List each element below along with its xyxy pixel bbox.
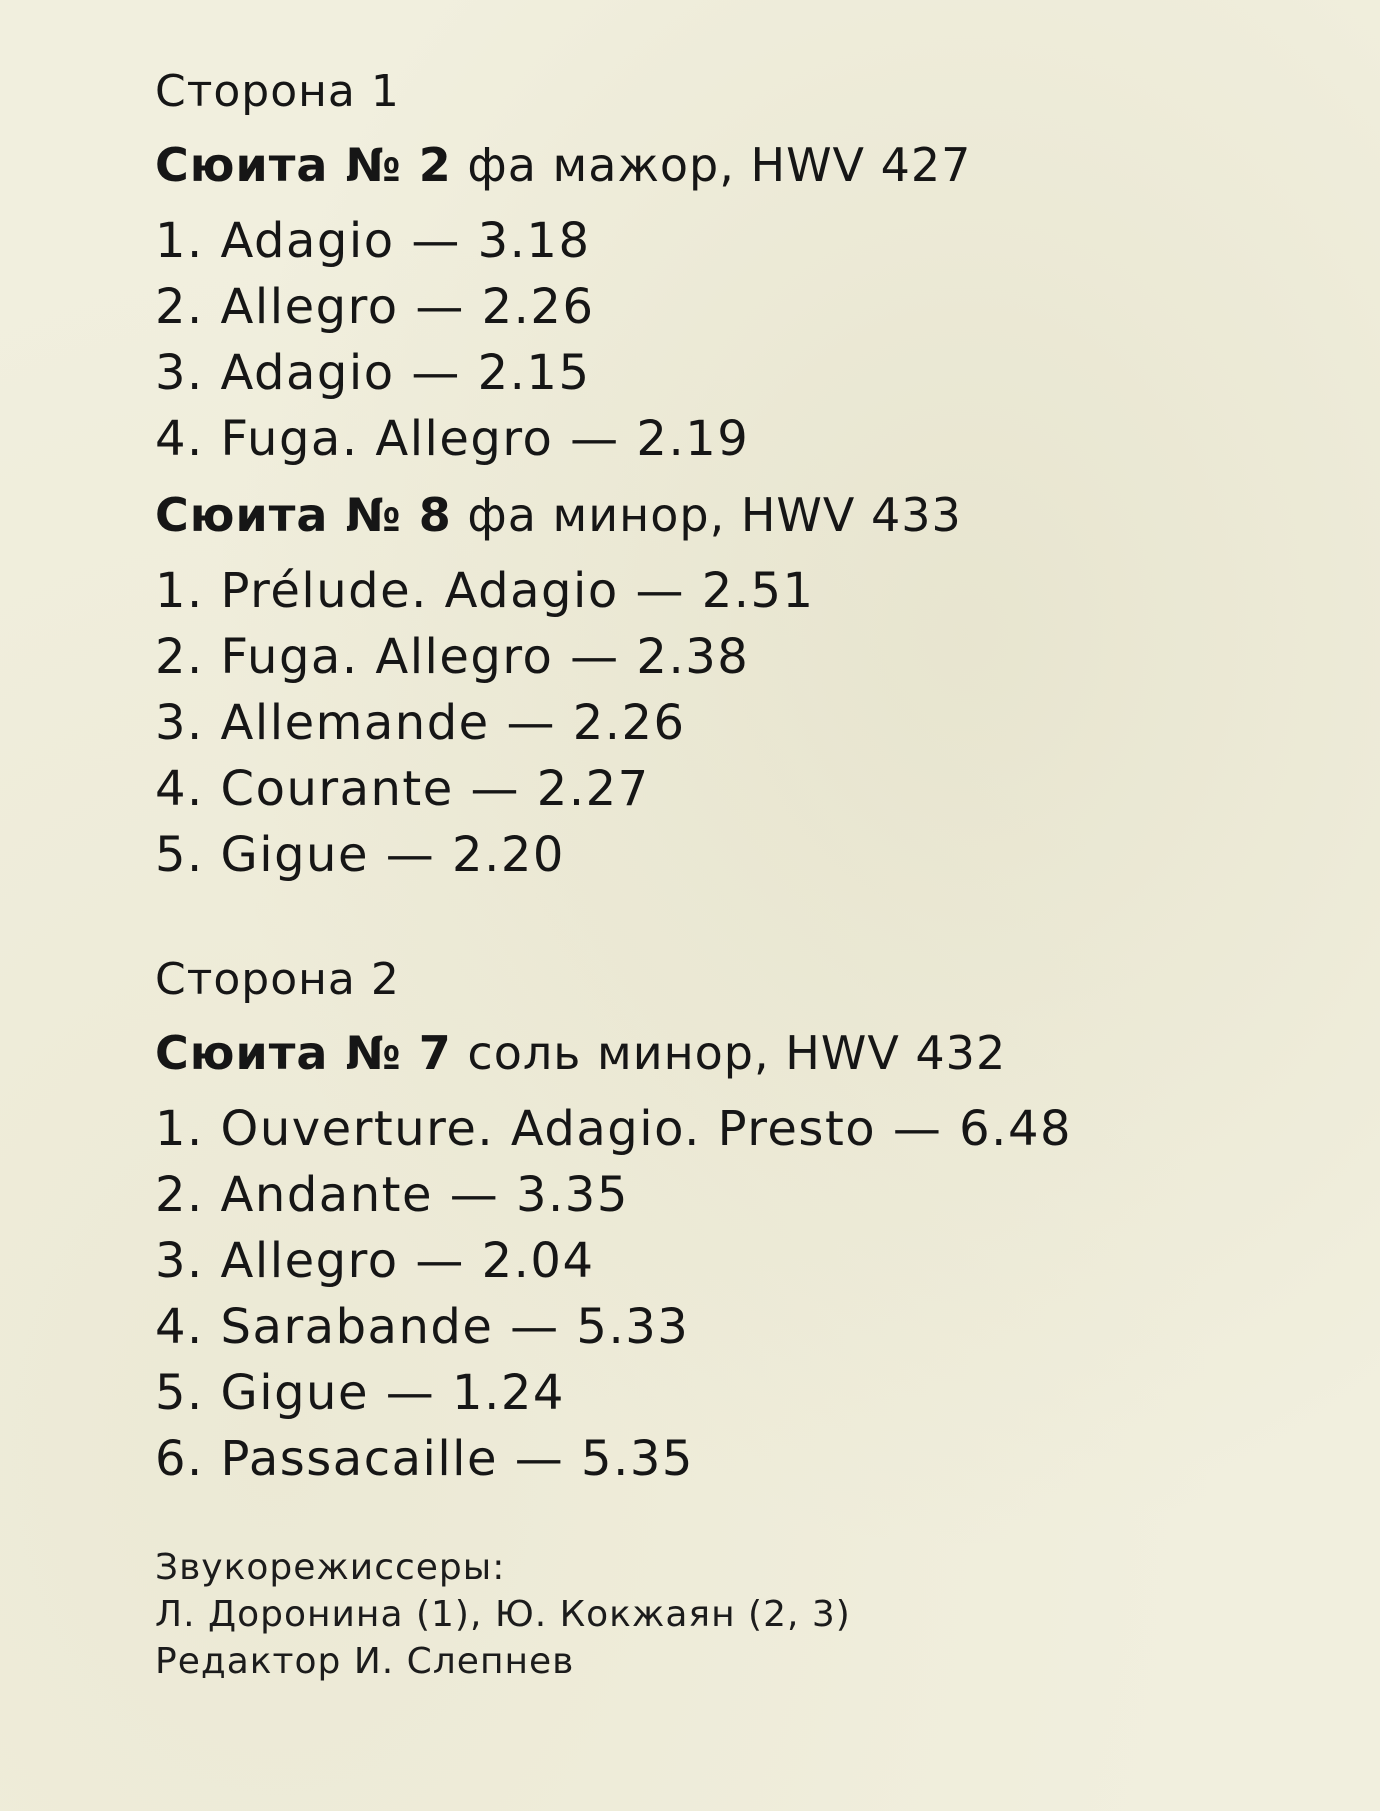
suite-heading bbox=[155, 134, 1335, 196]
track-list bbox=[155, 1096, 1335, 1492]
track-item: 5. Gigue — 2.20 bbox=[155, 827, 565, 883]
side-2 bbox=[155, 950, 1335, 1492]
track-list bbox=[155, 208, 1335, 472]
track-item: 4. Fuga. Allegro — 2.19 bbox=[155, 411, 750, 467]
engineers-names: Л. Доронина (1), Ю. Кокжаян (2, 3) bbox=[155, 1594, 851, 1635]
editor-credit: Редактор И. Слепнев bbox=[155, 1641, 575, 1682]
suite-7 bbox=[155, 1022, 1335, 1492]
track-item: 1. Ouverture. Adagio. Presto — 6.48 bbox=[155, 1101, 1073, 1157]
suite-number: Сюита № 7 bbox=[155, 1026, 452, 1080]
credits bbox=[155, 1544, 1335, 1685]
side-1 bbox=[155, 62, 1335, 888]
track-item: 4. Sarabande — 5.33 bbox=[155, 1299, 690, 1355]
side-heading: Сторона 1 bbox=[155, 66, 400, 117]
track-item: 4. Courante — 2.27 bbox=[155, 761, 650, 817]
suite-key-catalog: фа мажор, HWV 427 bbox=[467, 138, 972, 192]
side-heading: Сторона 2 bbox=[155, 954, 400, 1005]
suite-key-catalog: фа минор, HWV 433 bbox=[467, 488, 962, 542]
suite-number: Сюита № 2 bbox=[155, 138, 452, 192]
suite-number: Сюита № 8 bbox=[155, 488, 452, 542]
track-listing bbox=[155, 62, 1335, 1685]
track-item: 6. Passacaille — 5.35 bbox=[155, 1431, 694, 1487]
suite-2 bbox=[155, 134, 1335, 472]
track-item: 2. Andante — 3.35 bbox=[155, 1167, 629, 1223]
engineers-label: Звукорежиссеры: bbox=[155, 1547, 506, 1588]
track-item: 3. Allemande — 2.26 bbox=[155, 695, 686, 751]
track-item: 3. Adagio — 2.15 bbox=[155, 345, 591, 401]
suite-heading bbox=[155, 1022, 1335, 1084]
track-item: 5. Gigue — 1.24 bbox=[155, 1365, 565, 1421]
track-item: 3. Allegro — 2.04 bbox=[155, 1233, 595, 1289]
track-list bbox=[155, 558, 1335, 888]
suite-8 bbox=[155, 484, 1335, 888]
track-item: 2. Fuga. Allegro — 2.38 bbox=[155, 629, 750, 685]
suite-heading bbox=[155, 484, 1335, 546]
track-item: 1. Adagio — 3.18 bbox=[155, 213, 591, 269]
suite-key-catalog: соль минор, HWV 432 bbox=[467, 1026, 1007, 1080]
track-item: 1. Prélude. Adagio — 2.51 bbox=[155, 563, 815, 619]
track-item: 2. Allegro — 2.26 bbox=[155, 279, 595, 335]
